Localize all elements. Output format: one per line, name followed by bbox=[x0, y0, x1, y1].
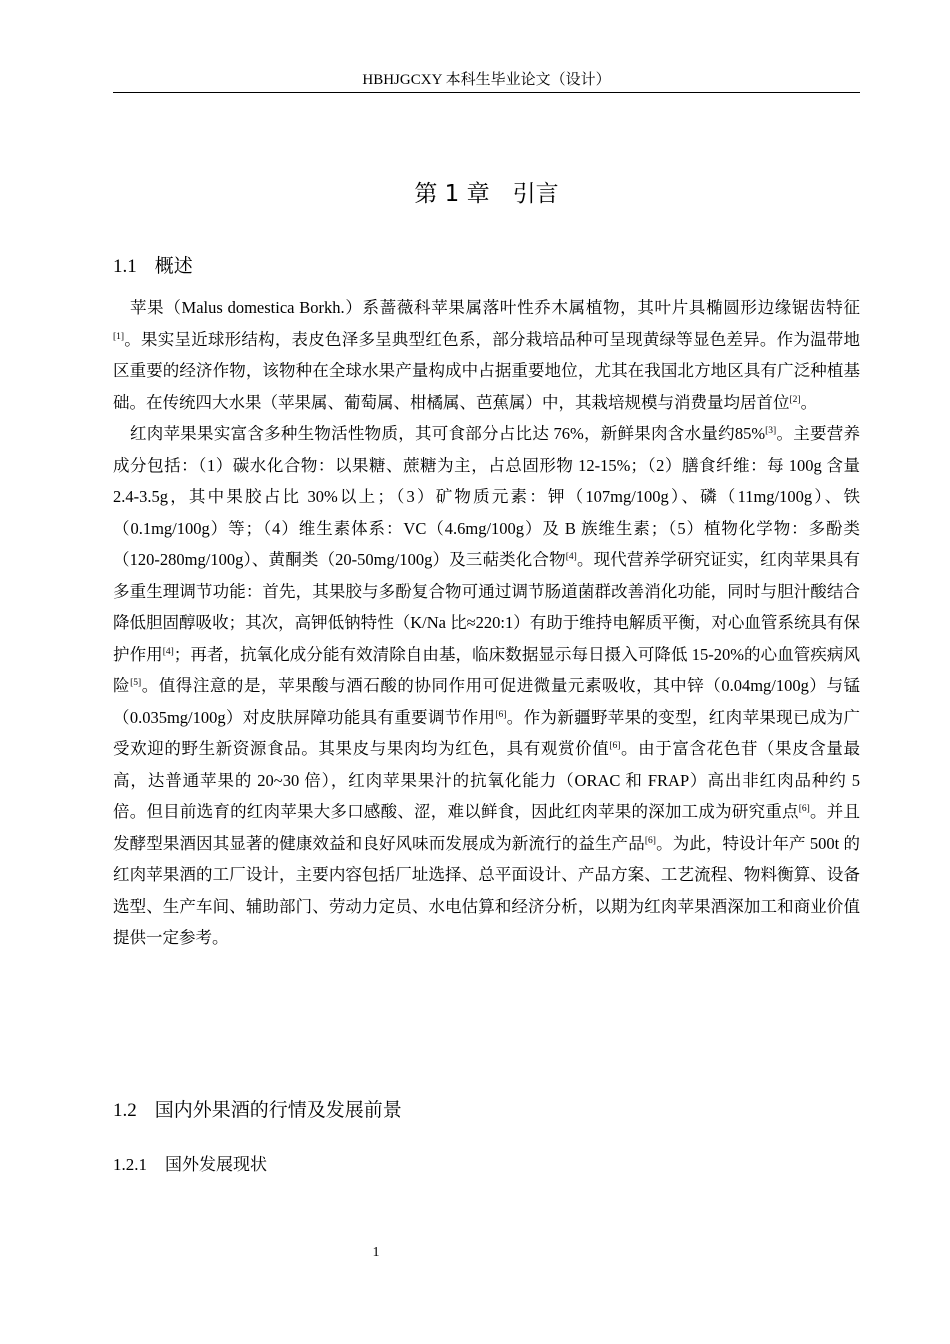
section-heading-1-1 bbox=[113, 252, 193, 281]
paragraph-text: 。果实呈近球形结构，表皮色泽多呈典型红色系，部分栽培品种可呈现黄绿等显色差异。作为温带地区重要的经济作物，该物种在全球水果产量构成中占据重要地位，尤其在我国北方地区具有广泛种植基础。在传统四大水果（苹果属、葡萄属、柑橘属、芭蕉属）中，其栽培规模与消费量均居首位 bbox=[113, 329, 860, 412]
paragraph-text: 。为此，特设计年产 500t 的红肉苹果酒的工厂设计，主要内容包括厂址选择、总平面设计、产品方案、工艺流程、物料衡算、设备选型、生产车间、辅助部门、劳动力定员、水电估算和经济分析，以期为红肉苹果酒深加工和商业价值提供一定参考。 bbox=[113, 833, 860, 947]
paragraph-text: 。作为新疆野苹果的变型，红肉苹果现已成为广受欢迎的野生新资源食品。其果皮与果肉均为红色，具有观赏价值 bbox=[113, 707, 861, 758]
subsection-number: 1.2.1 bbox=[113, 1155, 147, 1174]
citation: [6] bbox=[798, 804, 810, 814]
paragraph-text: 。 bbox=[800, 392, 818, 412]
citation: [6] bbox=[644, 835, 656, 846]
citation: [6] bbox=[609, 741, 621, 751]
citation: [2] bbox=[789, 394, 801, 405]
citation: [3] bbox=[765, 426, 777, 436]
citation: [6] bbox=[495, 709, 507, 720]
paragraph-text: 。主要营养成分包括：（1）碳水化合物：以果糖、蔗糖为主，占总固形物 12-15%；（2）膳食纤维：每 100g 含量 2.4-3.5g，其中果胶占比 30%以上；（3）矿物质元素：钾（107mg/100g）、磷（11mg/100g）、铁（0.1mg/100g）等；（4）维生素体系：VC（4.6mg/100g）及 B 族维生素；（5）植物化学物：多酚类（120-280mg/100g）、黄酮类（20-50mg/100g）及三萜类化合物 bbox=[113, 424, 861, 569]
citation: [4] bbox=[162, 646, 174, 657]
paragraph-text: 苹果（Malus domestica Borkh.）系蔷薇科苹果属落叶性乔木属植物，其叶片具椭圆形边缘锯齿特征 bbox=[130, 298, 860, 317]
citation: [1] bbox=[113, 331, 125, 342]
body-text-section-1-1 bbox=[113, 292, 860, 954]
paragraph-text: ；再者，抗氧化成分能有效清除自由基，临床数据显示每日摄入可降低 15-20%的心血管疾病风险 bbox=[113, 644, 860, 695]
paragraph-text: 。并且发酵型果酒因其显著的健康效益和良好风味而发展成为新流行的益生产品 bbox=[113, 802, 861, 853]
section-title: 国内外果酒的行情及发展前景 bbox=[154, 1099, 402, 1121]
citation: [4] bbox=[565, 552, 577, 562]
chapter-title-text: 引言 bbox=[512, 181, 559, 207]
paragraph-text: 。值得注意的是，苹果酸与酒石酸的协同作用可促进微量元素吸收，其中锌（0.04mg/100g）与锰（0.035mg/100g）对皮肤屏障功能具有重要调节作用 bbox=[113, 676, 861, 727]
paragraph-text: 红肉苹果果实富含多种生物活性物质，其可食部分占比达 76%，新鲜果肉含水量约85% bbox=[130, 424, 766, 443]
paragraph bbox=[113, 292, 860, 418]
paragraph-text: 。现代营养学研究证实，红肉苹果具有多重生理调节功能：首先，其果胶与多酚复合物可通过调节肠道菌群改善消化功能，同时与胆汁酸结合降低胆固醇吸收；其次，高钾低钠特性（K/Na 比≈220:1）有助于维持电解质平衡，对心血管系统具有保护作用 bbox=[113, 550, 861, 664]
paragraph bbox=[113, 418, 860, 954]
page-number: 1 bbox=[372, 1245, 380, 1260]
section-heading-1-2 bbox=[113, 1096, 402, 1125]
subsection-heading-1-2-1 bbox=[113, 1152, 267, 1178]
section-number: 1.1 bbox=[113, 256, 137, 277]
chapter-number: 第 1 章 bbox=[414, 181, 490, 207]
section-title: 概述 bbox=[154, 255, 193, 277]
chapter-title bbox=[113, 178, 860, 210]
subsection-title: 国外发展现状 bbox=[165, 1155, 267, 1175]
citation: [5] bbox=[130, 678, 142, 688]
header-rule bbox=[113, 92, 860, 93]
paragraph-text: 。由于富含花色苷（果皮含量最高，达普通苹果的 20~30 倍），红肉苹果果汁的抗氧化能力（ORAC 和 FRAP）高出非红肉品种约 5 倍。但目前选育的红肉苹果大多口感酸、涩，难以鲜食，因此红肉苹果的深加工成为研究重点 bbox=[113, 739, 861, 821]
running-header: HBHJGCXY 本科生毕业论文（设计） bbox=[362, 72, 611, 88]
section-number: 1.2 bbox=[113, 1100, 137, 1121]
